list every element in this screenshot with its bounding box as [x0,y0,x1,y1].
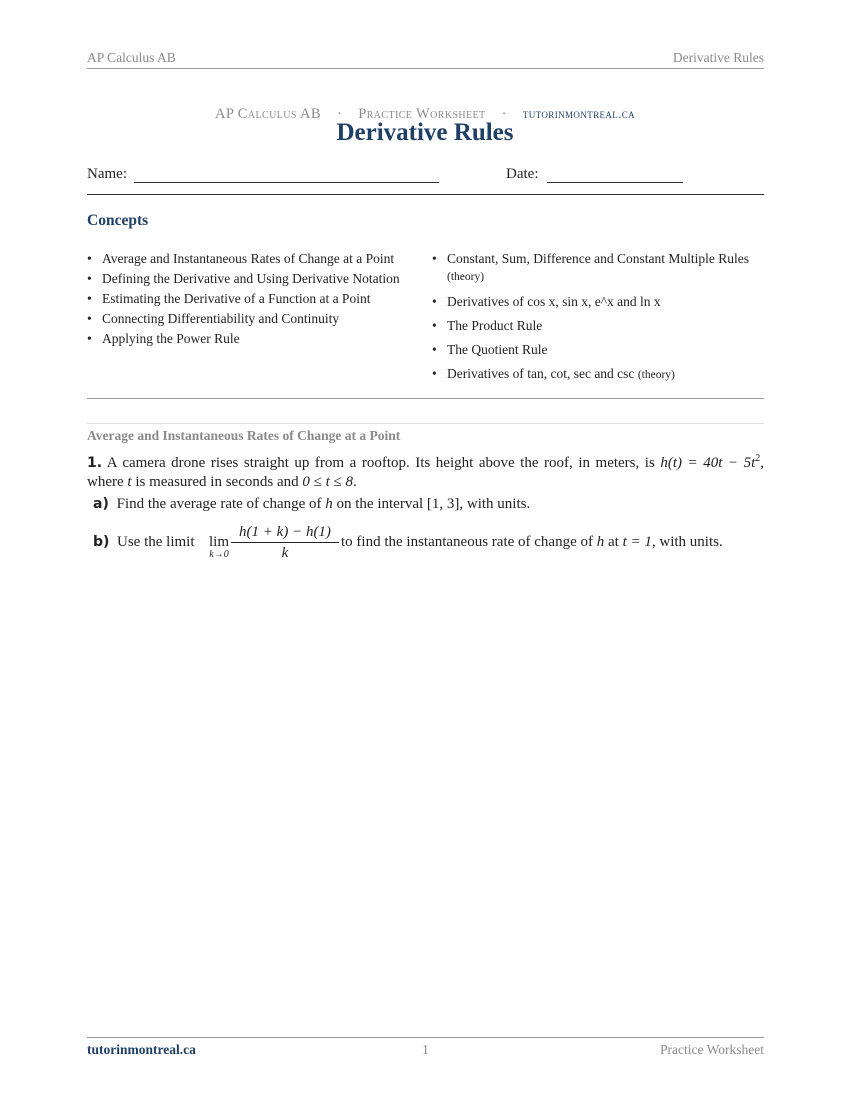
name-field[interactable] [134,182,439,183]
function-expression: h(t) = 40t − 5t [660,455,756,471]
bullet-icon: • [432,342,437,357]
footer-divider [87,1037,764,1038]
bullet-icon: • [87,271,92,286]
difference-quotient [231,523,339,563]
bullet-icon: • [87,291,92,306]
limit-operator [205,534,233,560]
part-b-label: b) [93,534,110,550]
concept-text: Applying the Power Rule [102,331,240,346]
theory-tag: (theory) [637,369,675,381]
concept-text: The Quotient Rule [447,342,548,357]
part-a-text: on the interval [1, 3], with units. [336,496,531,512]
domain-expression: 0 ≤ t ≤ 8 [302,474,354,490]
footer-doc-type: Practice Worksheet [660,1042,764,1057]
part-b-text: , with units. [651,534,723,550]
limit-symbol: lim [208,534,229,550]
problem-number: 1. [87,455,103,471]
bullet-icon: • [87,251,92,266]
list-item [432,365,764,384]
part-b-text: at [608,534,619,550]
section-heading: Average and Instantaneous Rates of Change at a Point [87,428,401,443]
part-b-text: to find the instantaneous rate of change of [341,534,593,550]
bullet-icon: • [432,366,437,381]
concept-text: Constant, Sum, Difference and Constant Multiple Rules [447,251,749,266]
concept-text: Estimating the Derivative of a Function at a Point [102,291,371,306]
kicker-course: AP Calculus AB [214,106,321,122]
part-b [93,523,764,563]
list-item [87,270,412,287]
part-a [93,496,764,513]
part-b-variable: h [596,534,605,550]
bullet-icon: • [432,251,437,266]
limit-subscript: k→0 [209,549,229,560]
theory-tag: (theory) [447,271,485,283]
concept-text: Defining the Derivative and Using Derivative Notation [102,271,400,286]
part-b-tail [341,534,723,551]
kicker-separator: · [336,106,343,122]
page-title: Derivative Rules [336,119,514,146]
section-divider [87,423,764,424]
list-item [87,290,412,307]
list-item [87,330,412,347]
concept-text: Average and Instantaneous Rates of Change at a Point [102,251,395,266]
kicker-site: tutorinmontreal.ca [522,107,636,121]
bullet-icon: • [87,331,92,346]
date-field[interactable] [547,182,683,183]
running-header [87,50,764,69]
page-number: 1 [422,1042,429,1057]
bullet-icon: • [432,294,437,309]
name-label: Name: [87,166,127,182]
fraction-denominator: k [281,545,289,561]
list-item [87,250,412,267]
fraction-numerator: h(1 + k) − h(1) [231,523,339,543]
concepts-list-left [87,250,412,350]
bullet-icon: • [87,311,92,326]
concept-text: Derivatives of tan, cot, sec and csc [447,366,635,381]
problem-text: , where [87,455,764,490]
list-item [432,341,764,358]
list-item [432,250,764,286]
date-label: Date: [506,166,539,182]
list-item [432,293,764,310]
concept-text: Derivatives of cos x, sin x, e^x and ln x [447,294,661,309]
concept-text: The Product Rule [447,318,543,333]
concept-text: Connecting Differentiability and Continuity [102,311,340,326]
part-a-text: Find the average rate of change of [116,496,322,512]
list-item [432,317,764,334]
problem-text: A camera drone rises straight up from a rooftop. Its height above the roof, in meters, is [106,455,655,471]
time-variable: t [127,474,132,490]
problem-text: is measured in seconds and [135,474,299,490]
concepts-divider [87,398,764,399]
kicker-separator: · [501,106,507,122]
running-header-course: AP Calculus AB [87,50,176,65]
part-b-text: Use the limit [117,534,195,550]
concepts-list-right [432,250,764,391]
header-divider [87,194,764,195]
function-exponent: 2 [755,453,761,464]
concepts-heading: Concepts [87,212,149,229]
bullet-icon: • [432,318,437,333]
page-footer [87,1042,764,1060]
part-b-point: t = 1 [622,534,652,550]
running-header-topic: Derivative Rules [672,50,764,65]
list-item [87,310,412,327]
part-a-label: a) [93,496,109,512]
footer-site-link[interactable]: tutorinmontreal.ca [87,1042,196,1057]
part-a-variable: h [325,496,333,512]
problem-end: . [353,474,357,490]
problem-1 [87,454,764,492]
kicker-type: Practice Worksheet [358,106,486,122]
